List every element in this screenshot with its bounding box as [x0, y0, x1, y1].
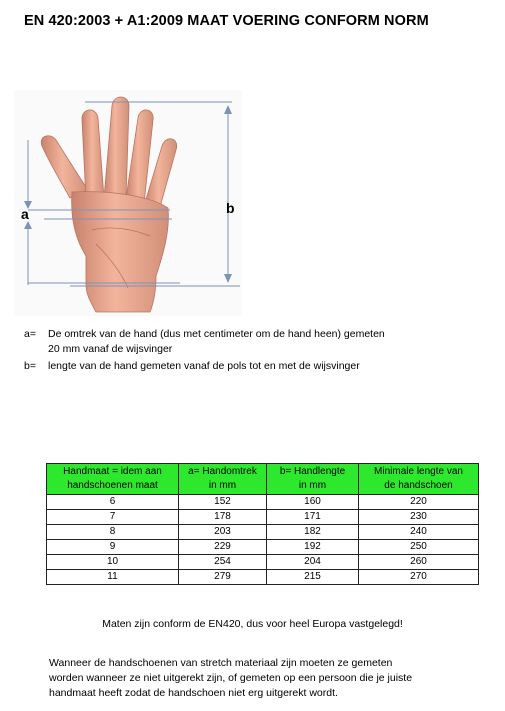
header-hand-length: b= Handlengte in mm	[267, 464, 359, 495]
cell-circumference: 254	[179, 555, 267, 570]
cell-length: 215	[267, 570, 359, 585]
table-row	[47, 570, 479, 585]
table-header-row	[47, 464, 479, 495]
legend-key-b: b=	[24, 360, 36, 372]
cell-size: 10	[47, 555, 179, 570]
cell-circumference: 279	[179, 570, 267, 585]
header-hand-size: Handmaat = idem aan handschoenen maat	[47, 464, 179, 495]
cell-min-length: 220	[359, 495, 479, 510]
legend	[24, 327, 484, 375]
cell-circumference: 203	[179, 525, 267, 540]
hand-measurement-figure	[0, 80, 260, 320]
table-row	[47, 525, 479, 540]
size-table	[46, 463, 479, 585]
cell-length: 160	[267, 495, 359, 510]
cell-length: 171	[267, 510, 359, 525]
cell-min-length: 260	[359, 555, 479, 570]
legend-text-b: lengte van de hand gemeten vanaf de pols tot en met de wijsvinger	[48, 360, 360, 372]
cell-min-length: 230	[359, 510, 479, 525]
cell-size: 7	[47, 510, 179, 525]
cell-min-length: 270	[359, 570, 479, 585]
cell-size: 8	[47, 525, 179, 540]
cell-circumference: 178	[179, 510, 267, 525]
legend-text-a-line1: De omtrek van de hand (dus met centimeter om de hand heen) gemeten	[48, 328, 385, 340]
header-min-glove-length: Minimale lengte van de handschoen	[359, 464, 479, 495]
table-row	[47, 495, 479, 510]
cell-min-length: 250	[359, 540, 479, 555]
cell-length: 204	[267, 555, 359, 570]
cell-size: 6	[47, 495, 179, 510]
cell-size: 9	[47, 540, 179, 555]
header-hand-circumference: a= Handomtrek in mm	[179, 464, 267, 495]
cell-size: 11	[47, 570, 179, 585]
legend-text-a-line2: 20 mm vanaf de wijsvinger	[48, 343, 173, 355]
cell-circumference: 152	[179, 495, 267, 510]
cell-length: 192	[267, 540, 359, 555]
conformity-note: Maten zijn conform de EN420, dus voor heel Europa vastgelegd!	[102, 618, 403, 630]
page-title: EN 420:2003 + A1:2009 MAAT VOERING CONFORM NORM	[24, 13, 429, 29]
table-row	[47, 540, 479, 555]
cell-circumference: 229	[179, 540, 267, 555]
label-a: a	[21, 206, 29, 222]
legend-key-a: a=	[24, 328, 36, 340]
cell-length: 182	[267, 525, 359, 540]
cell-min-length: 240	[359, 525, 479, 540]
paragraph-line: Wanneer de handschoenen van stretch materiaal zijn moeten ze gemeten	[49, 657, 393, 669]
table-row	[47, 510, 479, 525]
stretch-material-paragraph	[49, 656, 479, 701]
paragraph-line: handmaat heeft zodat de handschoen niet erg uitgerekt wordt.	[49, 687, 338, 699]
table-row	[47, 555, 479, 570]
label-b: b	[226, 200, 235, 216]
paragraph-line: worden wanneer ze niet uitgerekt zijn, of gemeten op een persoon die je juiste	[49, 672, 413, 684]
